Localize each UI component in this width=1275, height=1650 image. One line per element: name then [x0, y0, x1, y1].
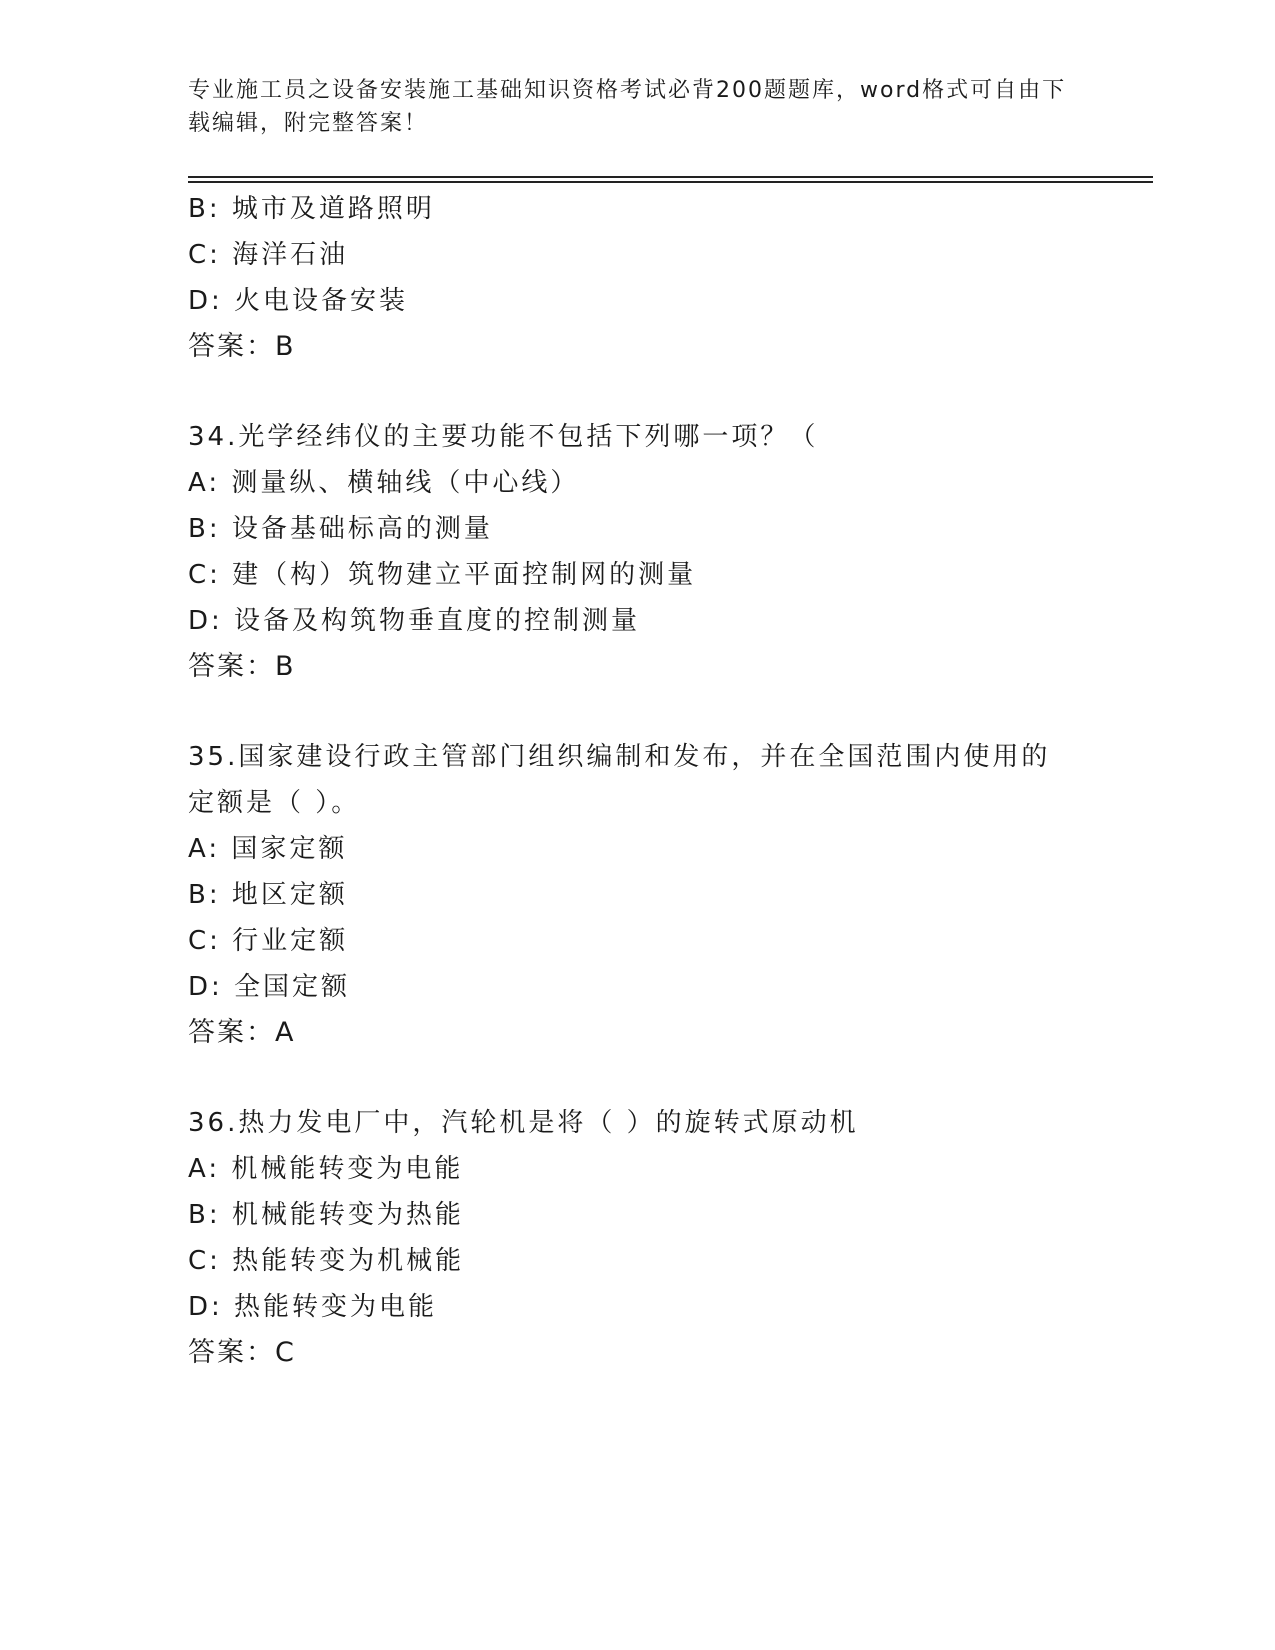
question-block-35 — [188, 734, 1088, 1056]
spacer — [188, 370, 1088, 414]
option-c: C: 行业定额 — [188, 926, 349, 956]
option-c: C: 建（构）筑物建立平面控制网的测量 — [188, 560, 697, 590]
question-block-34 — [188, 414, 1088, 690]
option-d: D: 全国定额 — [188, 972, 351, 1002]
option-a: A: 测量纵、横轴线（中心线） — [188, 468, 580, 498]
answer-text: 答案：A — [188, 1017, 296, 1048]
option-d: D: 火电设备安装 — [188, 286, 409, 316]
option-b: B: 地区定额 — [188, 880, 348, 910]
document-header: 专业施工员之设备安装施工基础知识资格考试必背200题题库，word格式可自由下载编辑，附完整答案！ — [188, 78, 1067, 136]
question-block-36 — [188, 1100, 1088, 1376]
question-text: 36.热力发电厂中，汽轮机是将（ ）的旋转式原动机 — [188, 1108, 859, 1138]
option-c: C: 海洋石油 — [188, 240, 349, 270]
option-a: A: 国家定额 — [188, 834, 348, 864]
question-text: 34.光学经纬仪的主要功能不包括下列哪一项？（ — [188, 422, 819, 452]
answer-text: 答案：B — [188, 651, 296, 682]
option-c: C: 热能转变为机械能 — [188, 1246, 465, 1276]
spacer — [188, 1056, 1088, 1100]
question-text: 35.国家建设行政主管部门组织编制和发布，并在全国范围内使用的定额是（ ）。 — [188, 742, 1051, 818]
question-list — [188, 186, 1088, 1376]
option-d: D: 设备及构筑物垂直度的控制测量 — [188, 606, 641, 636]
header-divider-top — [188, 176, 1153, 178]
header-divider-bottom — [188, 181, 1153, 183]
answer-text: 答案：C — [188, 1337, 296, 1368]
option-b: B: 设备基础标高的测量 — [188, 514, 493, 544]
option-d: D: 热能转变为电能 — [188, 1292, 438, 1322]
option-b: B: 城市及道路照明 — [188, 194, 435, 224]
option-a: A: 机械能转变为电能 — [188, 1154, 464, 1184]
option-b: B: 机械能转变为热能 — [188, 1200, 464, 1230]
answer-text: 答案：B — [188, 331, 296, 362]
spacer — [188, 690, 1088, 734]
question-block-33 — [188, 186, 1088, 370]
